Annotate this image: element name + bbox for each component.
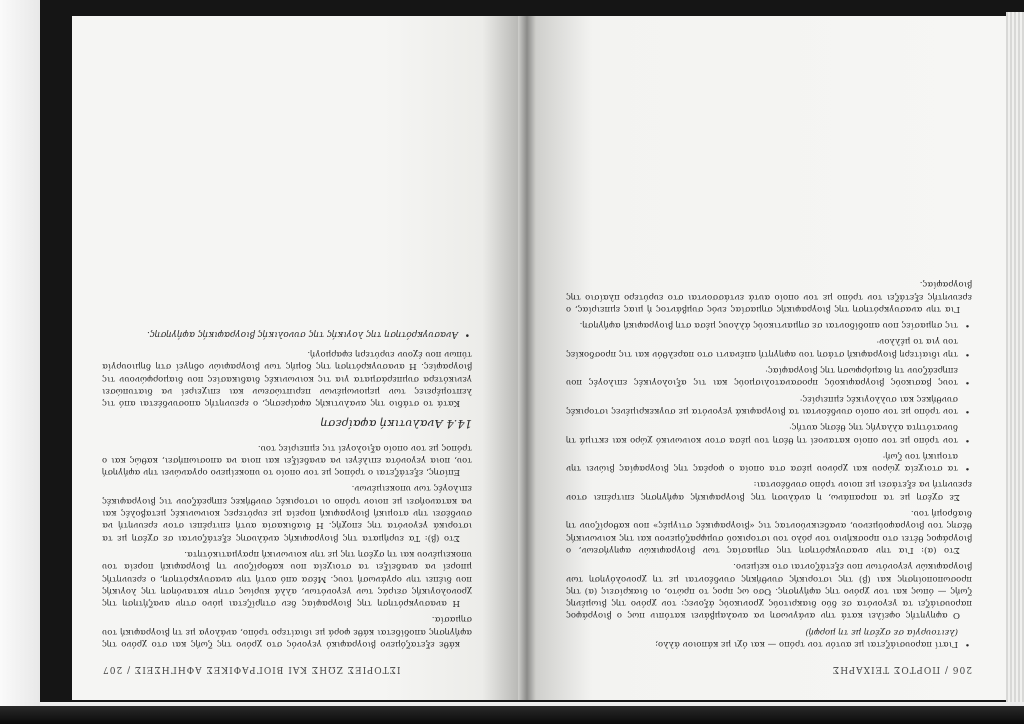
left-paragraph-4: Για την ανασυγκρότηση της βιογραφικής σημασίας ενός συμβάντος ή μιας εμπειρίας, ο ερευνητής εξετάζει τον τρόπο με τον οποίο αυτά εντάσσονται στο ευρύτερο πλαίσιο της βιογραφίας.	[566, 279, 972, 314]
scanner-edge	[0, 0, 40, 724]
left-paragraph-3: Σε σχέση με τα παραπάνω, η ανάλυση της βιογραφικής αφήγησης επιτρέπει στον ερευνητή να εξετάσει με ποιον τρόπο συνδέονται:	[566, 479, 972, 502]
page-fore-edge	[1006, 12, 1024, 702]
intro-bullet	[566, 625, 972, 650]
closing-bullet: • Ανασυγκρότηση της λογικής της συνολικής βιογραφικής αφήγησης.	[102, 327, 472, 339]
right-paragraph-2: Η ανασυγκρότηση της βιογραφίας δεν στηρίζεται μόνο στην αναζήτηση της χρονολογικής σειράς των γεγονότων, αλλά κυρίως στην κατανόηση της λογικής που διέπει την οργάνωσή τους. Μέσα από αυτή την ανασυγκρότηση, ο ερευνητής μπορεί να αναδείξει τα στοιχεία που καθορίζουν τη βιογραφική πορεία του υποκειμένου και τη σχέση της με την κοινωνική πραγματικότητα.	[102, 548, 472, 609]
list-item: • την ιδιαίτερη βιογραφική στάση του αφηγητή απέναντι στο παρελθόν και τις προσδοκίες του για το μέλλον·	[566, 335, 972, 360]
right-paragraph-4: Επίσης, εξετάζεται ο τρόπος με τον οποίο το υποκείμενο οργανώνει την αφήγησή του, ποια γεγονότα επιλέγει να αναδείξει και ποια να αποσιωπήσει, καθώς και ο τρόπος με τον οποίο αξιολογεί τις εμπειρίες του.	[102, 442, 472, 478]
list-item: • τον τρόπο με τον οποίο συνδέονται τα βιογραφικά γεγονότα με συγκεκριμένες ιστορικές συνθήκες και συλλογικές εμπειρίες·	[566, 392, 972, 417]
scanner-shadow	[0, 706, 1024, 724]
right-page	[72, 16, 518, 700]
section-heading: 14.4 Αναλυτική αφαίρεση	[320, 417, 472, 432]
intro-bullet-text: Γιατί παρουσιάζεται με αυτόν τον τρόπο — και όχι με κάποιον άλλο;	[655, 639, 958, 649]
left-paragraph-2: Στο (α): Για την ανασυγκρότηση της σημασίας των βιογραφικών αφηγήσεων, ο βιογράφος θέτει στο προσκήνιο τον ρόλο του ιστορικού συμφραζόμενου και της κοινωνικής θέσης του βιογραφούμενου, αναδεικνύοντας τις «βιογραφικές στιγμές» που καθορίζουν τη διαδρομή του.	[566, 508, 972, 555]
right-paragraph-1: κάθε εξεταζόμενο βιογραφικό γεγονός στο χρόνο της ζωής και στο χρόνο της αφήγησης αποδίδεται κάθε φορά με ιδιαίτερο τρόπο, ανάλογα με τη βιογραφική του σημασία.	[102, 614, 472, 649]
left-paragraph-1: Ο αφηγητής οφείλει κατά την ανάγνωση να αναλαμβάνει κατόπιν πως ο βιογράφος παρουσιάζει τα γεγονότα σε δύο διακριτούς χρονικούς άξονες: τον χρόνο της βιωμένης ζωής — όπως και τον χρόνο της αφήγησης. Όσο ως προς το πρώτο, οι διακρίσεις (α) της προσωποποίησης και (β) της ιστορικής συνθήκης συνδέονται με τη χρονολόγηση των βιογραφικών γεγονότων που εξετάζονται στο κείμενο.	[566, 561, 972, 621]
list-item: • τις σημασίες που αποδίδονται σε σημαντικούς άλλους μέσα στη βιογραφική αφήγηση.	[566, 319, 972, 331]
left-running-head: 206 / ΠΟΡΤΟΣ ΤΕΙΧΑΡΗΣ	[831, 664, 972, 674]
intro-bullet-note: (λειτουργία σε σχέση με τη μορφή)	[805, 626, 958, 637]
list-item: • τον τρόπο με τον οποίο κατανοεί τη θέση του μέσα στον κοινωνικό χώρο και εκτιμά τη δυνατότητα αλλαγής της θέσης αυτής·	[566, 421, 972, 446]
right-paragraph-5: Κατά το στάδιο της αναλυτικής αφαίρεσης, ο ερευνητής αποσυνδέεται από τις λεπτομέρειες των μεμονωμένων περιπτώσεων και επιχειρεί να διατυπώσει γενικότερα συμπεράσματα για τις κοινωνικές διαδικασίες που διαμορφώνουν τις βιογραφίες. Η ανασυγκρότηση της δομής των βιογραφιών οδηγεί στη δημιουργία τύπων που έχουν ευρύτερη εφαρμογή.	[102, 349, 472, 409]
book-gutter	[518, 16, 536, 700]
right-running-head: ΙΣΤΟΡΙΕΣ ΖΩΗΣ ΚΑΙ ΒΙΟΓΡΑΦΙΚΕΣ ΑΦΗΓΗΣΕΙΣ / 207	[102, 664, 401, 674]
list-item: • τους βασικούς βιογραφικούς προσανατολισμούς και τις αξιολογικές επιλογές που επηρεάζουν τη διαμόρφωση της βιογραφίας·	[566, 364, 972, 389]
right-paragraph-3: Στο (β): Τα ευρήματα της βιογραφικής ανάλυσης εξετάζονται σε σχέση με τα ιστορικά γεγονότα της εποχής. Η διαδικασία αυτή επιτρέπει στον ερευνητή να συνδέσει την ατομική βιογραφική πορεία με ευρύτερες κοινωνικές μεταβολές και να κατανοήσει με ποιον τρόπο οι ιστορικές συνθήκες επηρεάζουν τις βιογραφικές επιλογές των υποκειμένων.	[102, 483, 472, 543]
list-item: • τα στοιχεία χώρου και χρόνου μέσα στα οποία ο φορέας της βιογραφίας βιώνει την ατομική του ζωή·	[566, 450, 972, 475]
left-page	[536, 16, 1006, 700]
